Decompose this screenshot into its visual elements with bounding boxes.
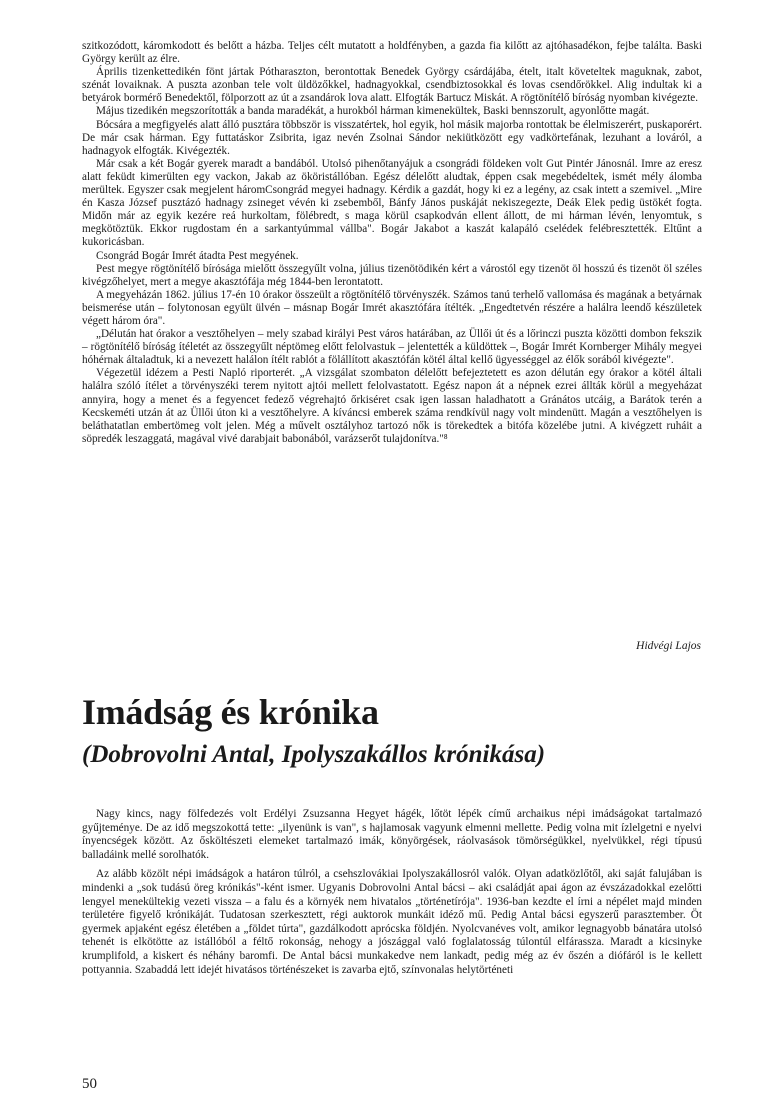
author-signature: Hidvégi Lajos — [636, 640, 701, 652]
paragraph: Már csak a két Bogár gyerek maradt a bandából. Utolsó pihenőtanyájuk a csongrádi földeken volt Gut Pintér Jánosnál. Imre az eresz alatt feküdt kimerülten egy vackon, Jakab az ököristállóban. Egész délelőtt aludtak, éppen csak megebédeltek, ismét mély álomba merültek. Egyszer csak megjelent háromCsongrád megyei hadnagy. Kérdik a gazdát, hogy ki ez a legény, az csak intett a szemivel. „Mire én Kasza József pusztázó hadnagy zsineget vévén ki zsebemből, Bánfy János puskáját nekiszegezte, Deák Elek pedig üstökét fogta. Midőn már az egyik kezére reá hurkoltam, fölébredt, s maga körül csapkodván ellent állott, de mi hárman lévén, lenyomtuk, s megkötöztük. Ekkor rugdostam én a sarkantyúmmal vállba". Bogár Jakabot a kaszát kalapáló cselédek felébresztették. Eltűnt a kukoricásban. — [82, 157, 702, 249]
paragraph: Csongrád Bogár Imrét átadta Pest megyének. — [96, 249, 299, 262]
paragraph: Bócsára a megfigyelés alatt álló pusztára többször is visszatértek, hol egyik, hol másik majorba rontottak be élelmiszerért, puskaporért. De már csak hárman. Egy futtatáskor Zsibrita, igaz nevén Zsolnai Sándor nekiütközött egy vadkörtefának, lezuhant a lováról, a hadnagyok elfogták. Kivégezték. — [82, 118, 702, 157]
paragraph: Az alább közölt népi imádságok a határon túlról, a csehszlovákiai Ipolyszakállosról valók. Olyan adatközlőtől, aki saját falujában is mindenki a „sok tudású öreg krónikás"-ként ismer. Ugyanis Dobrovolni Antal bácsi – aki családját apai ágon az évszázadokkal ezelőtti lengyel menekültekig vezeti vissza – a falu és a környék nem hivatalos „történetírója". 1936-ban kezdte el írni a népélet majd minden területére figyelő krónikáját. Tudatosan szerkesztett, régi auktorok munkáit idéző mű. Pedig Antal bácsi egyszerű parasztember. Öt gyermek apjaként egész életében a „földet túrta", gazdálkodott aprócska földjén. Nyolcvanéves volt, amikor legnagyobb bánatára utolsó tehenét is elkötötte az istállóból a féltő rokonság, nehogy a jószággal való foglalatosság túlontúl elfárassza. Maradt a kicsinyke krumplifold, a kiskert és néhány baromfi. De Antal bácsi munkakedve nem lankadt, pedig még az év őszén a diófáról is le kellett pottyannia. Szabaddá lett idejét hivatásos történészeket is zavarba ejtő, színvonalas helytörténeti — [82, 868, 702, 976]
paragraph: szitkozódott, káromkodott és belőtt a házba. Teljes célt mutatott a holdfényben, a gazda fia kilőtt az ajtóhasadékon, fejbe találta. Baski György került az élre. — [82, 40, 702, 66]
paragraph: Május tizedikén megszorították a banda maradékát, a hurokból hárman kimenekültek, Baski bennszorult, agyonlőtte magát. — [96, 105, 650, 118]
article-body-bottom — [82, 808, 702, 977]
article-title: Imádság és krónika — [82, 692, 379, 732]
page-number: 50 — [82, 1076, 97, 1092]
paragraph: „Délután hat órakor a vesztőhelyen – mely szabad királyi Pest város határában, az Üllői út és a lőrinczi puszta közötti dombon fekszik – rögtönítélő bíróság ítéletét az összegyűlt néptömeg előtt felolvastuk – jelentették a küldöttek –, Bogár Imrét Kornberger Mihály megyei hóhérnak általadtuk, ki a nevezett halálon ítélt rablót a fölállított akasztófán kötél által kellő ügyességgel az élők sorából kivégezte". — [82, 328, 702, 367]
paragraph: Végezetül idézem a Pesti Napló riporterét. „A vizsgálat szombaton délelőtt befejeztetett es azon délután egy órakor a kötél általi halálra szóló ítélet a törvényszéki terem nyitott ajtói mellett felolvastatott. Egész napon át a népnek ezrei állták körül a megyeházat annyira, hogy a menet és a fegyencet fedező végrehajtó őrkiséret csak igen lassan haladhatott a Gránátos utcáig, a Barátok terén a Kecskeméti utzán át az Üllői úton ki a vesztőhelyre. A kíváncsi emberek száma rendkívül nagy volt mindenütt. Magán a vesztőhelyen is beláthatatlan embertömeg volt jelen. Még a művelt osztályhoz tartozó nők is törekedtek a bitófa közelébe jutni. A kivégzett ruháit a söpredék leszaggatá, magával vivé darabjait babonából, varázserőt tulajdonítva."⁸ — [82, 367, 702, 445]
paragraph: Pest megye rögtönítélő bírósága mielőtt összegyűlt volna, július tizenötödikén kért a várostól egy tizenöt öl hosszú és tizenöt öl széles kivégzőhelyet, mert a megye akasztófája még 1844-ben lerontatott. — [82, 262, 702, 288]
paragraph: Nagy kincs, nagy fölfedezés volt Erdélyi Zsuzsanna Hegyet hágék, lőtöt lépék című archaikus népi imádságokat tartalmazó gyűjteménye. De az idő megszokottá tette: „ilyenünk is van", s hajlamosak vagyunk elmenni mellette. Pedig volna mit ízlelgetni e nyelvi ínyencségek között. Az ősköltészeti elemeket tartalmazó imák, könyörgések, ráolvasások tömörségükkel, nyelvükkel, régi típusú balladáink mellé sorolhatók. — [82, 808, 702, 861]
paragraph: Április tizenkettedikén fönt jártak Pótharaszton, berontottak Benedek György csárdájába, ételt, italt követeltek maguknak, zabot, szénát lovaiknak. A puszta azonban tele volt üldözőkkel, hadnagyokkal, csendbiztosokkal és lovas csendőrökkel. Alig indultak ki a betyárok bormérő Benedektől, fölporzott az út a zsandárok lova alatt. Elfogták Bartucz Miskát. A rögtönítélő bíróság nyomban kivégezte. — [82, 66, 702, 105]
article-body-top — [82, 40, 702, 446]
article-subtitle: (Dobrovolni Antal, Ipolyszakállos krónikása) — [82, 741, 546, 768]
paragraph: A megyeházán 1862. július 17-én 10 órakor összeült a rögtönítélő törvényszék. Számos tanú terhelő vallomása és magának a betyárnak beismerése után – folytonosan egyült ülvén – másnap Bogár Imrét akasztófára ítélték. „Engedtetvén részére a halálra leendő készületek végett három óra". — [82, 288, 702, 327]
